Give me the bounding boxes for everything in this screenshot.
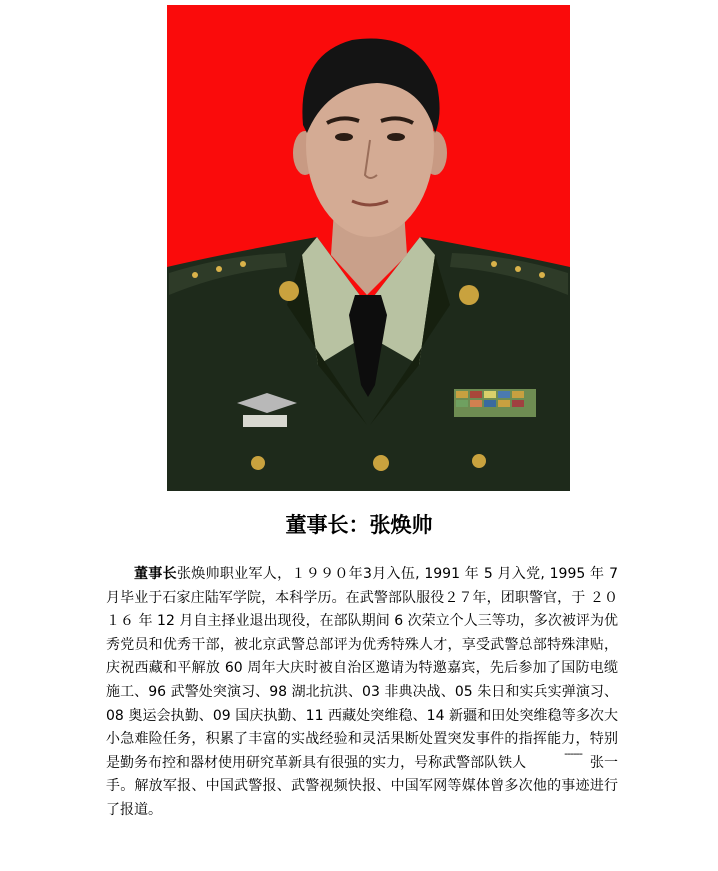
epaulette-star <box>192 272 198 278</box>
epaulette-star <box>539 272 545 278</box>
epaulette-star <box>515 266 521 272</box>
jacket-button <box>373 455 389 471</box>
left-eye <box>335 133 353 141</box>
ribbon <box>484 400 496 407</box>
ribbon <box>456 391 468 398</box>
page-title: 董事长：张焕帅 <box>285 513 433 537</box>
right-collar-badge <box>459 285 479 305</box>
biography-paragraph <box>106 563 618 823</box>
epaulette-star <box>216 266 222 272</box>
epaulette-star <box>240 261 246 267</box>
ribbon <box>498 400 510 407</box>
bio-text-part2: 张一手。解放军报、中国武警报、武警视频快报、中国军网等媒体曾多次他的事迹进行了报道。 <box>106 754 619 818</box>
name-tag <box>243 415 287 427</box>
right-eye <box>387 133 405 141</box>
ribbon <box>456 400 468 407</box>
ribbon <box>484 391 496 398</box>
ribbon <box>470 391 482 398</box>
bio-dash: ------ <box>564 746 582 760</box>
ribbon <box>512 400 524 407</box>
bio-text-part1: 张焕帅职业军人，１９９０年3月入伍, 1991 年 5 月入党, 1995 年 7 月毕业于石家庄陆军学院，本科学历。在武警部队服役２７年，团职警官，于 ２０１６ 年 12 月自主择业退出现役，在部队期间 6 次荣立个人三等功，多次被评为优秀党员和优秀干部，被北京武警总部评为优秀特殊人才，享受武警总部特殊津贴，庆祝西藏和平解放 60 周年大庆时被自治区邀请为特邀嘉宾，先后参加了国防电缆施工、96 武警处突演习、98 湖北抗洪、03 非典决战、05 朱日和实兵实弹演习、08 奥运会执勤、09 国庆执勤、11 西藏处突维稳、14 新疆和田处突维稳等多次大小急难险任务，积累了丰富的实战经验和灵活果断处置突发事件的指挥能力，特别是勤务布控和器材使用研究革新具有很强的实力，号称武警部队铁人 <box>106 566 619 771</box>
portrait-photo <box>167 5 570 491</box>
left-collar-badge <box>279 281 299 301</box>
ribbon <box>470 400 482 407</box>
ribbon <box>512 391 524 398</box>
epaulette-star <box>491 261 497 267</box>
jacket-button <box>472 454 486 468</box>
portrait-illustration <box>167 5 570 491</box>
ribbon <box>498 391 510 398</box>
jacket-button <box>251 456 265 470</box>
bio-lead: 董事长 <box>134 566 177 582</box>
